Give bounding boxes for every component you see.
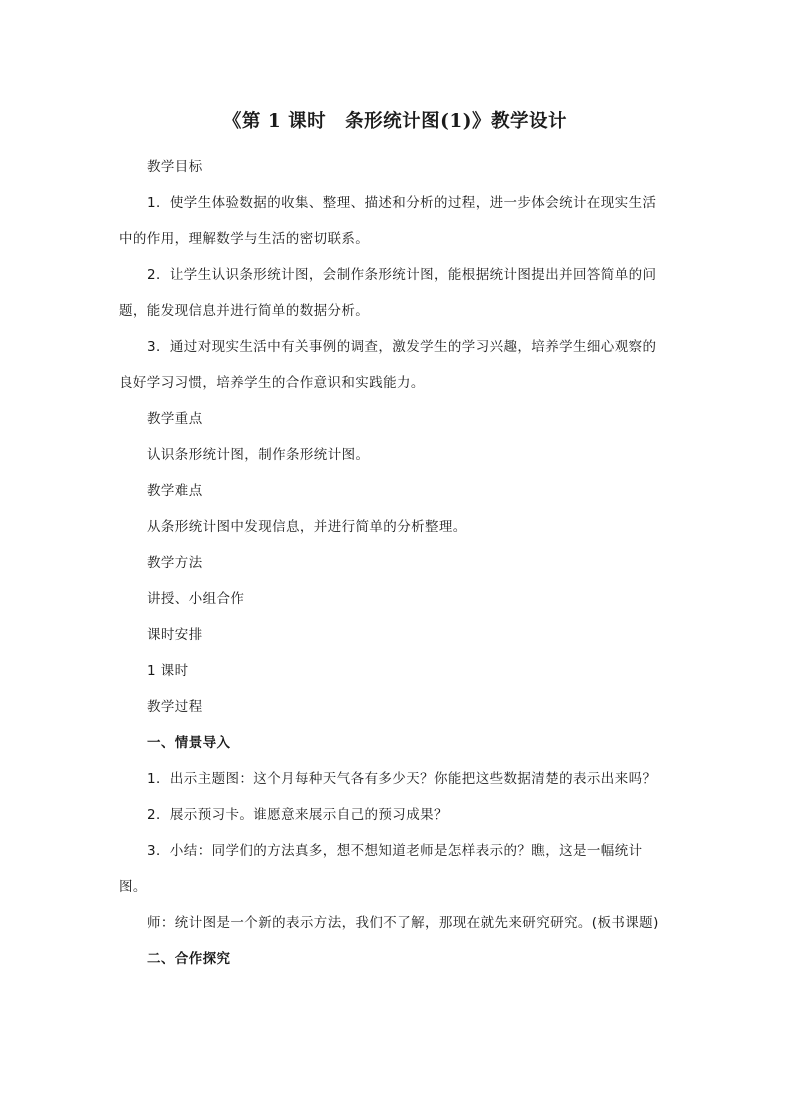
goal-item-1: 1．使学生体验数据的收集、整理、描述和分析的过程，进一步体会统计在现实生活中的作用，理解数学与生活的密切联系。 bbox=[119, 195, 657, 247]
intro-item-3: 3．小结：同学们的方法真多，想不想知道老师是怎样表示的？瞧，这是一幅统计图。 bbox=[119, 843, 643, 895]
intro-item-2: 2．展示预习卡。谁愿意来展示自己的预习成果？ bbox=[147, 807, 448, 823]
section-heading-methods: 教学方法 bbox=[147, 555, 203, 571]
section-heading-key-points: 教学重点 bbox=[147, 411, 203, 427]
section-heading-teaching-goals: 教学目标 bbox=[147, 159, 203, 175]
goal-item-3: 3．通过对现实生活中有关事例的调查，激发学生的学习兴趣，培养学生细心观察的良好学习习惯，培养学生的合作意识和实践能力。 bbox=[119, 339, 657, 391]
teacher-remark: 师：统计图是一个新的表示方法，我们不了解，那现在就先来研究研究。(板书课题) bbox=[147, 915, 659, 931]
methods-text: 讲授、小组合作 bbox=[147, 591, 245, 607]
intro-item-1: 1．出示主题图：这个月每种天气各有多少天？你能把这些数据清楚的表示出来吗？ bbox=[147, 771, 657, 787]
document-body bbox=[119, 149, 667, 977]
section-heading-difficulties: 教学难点 bbox=[147, 483, 203, 499]
section-heading-schedule: 课时安排 bbox=[147, 627, 203, 643]
document-title: 《第 1 课时 条形统计图(1)》教学设计 bbox=[222, 111, 568, 132]
difficulties-text: 从条形统计图中发现信息，并进行简单的分析整理。 bbox=[147, 519, 467, 535]
section-heading-process: 教学过程 bbox=[147, 699, 203, 715]
key-points-text: 认识条形统计图，制作条形统计图。 bbox=[147, 447, 370, 463]
goal-item-2: 2．让学生认识条形统计图，会制作条形统计图，能根据统计图提出并回答简单的问题，能发现信息并进行简单的数据分析。 bbox=[119, 267, 657, 319]
subsection-heading-intro: 一、情景导入 bbox=[147, 735, 231, 751]
schedule-text: 1 课时 bbox=[147, 663, 189, 679]
subsection-heading-cooperation: 二、合作探究 bbox=[147, 951, 231, 967]
